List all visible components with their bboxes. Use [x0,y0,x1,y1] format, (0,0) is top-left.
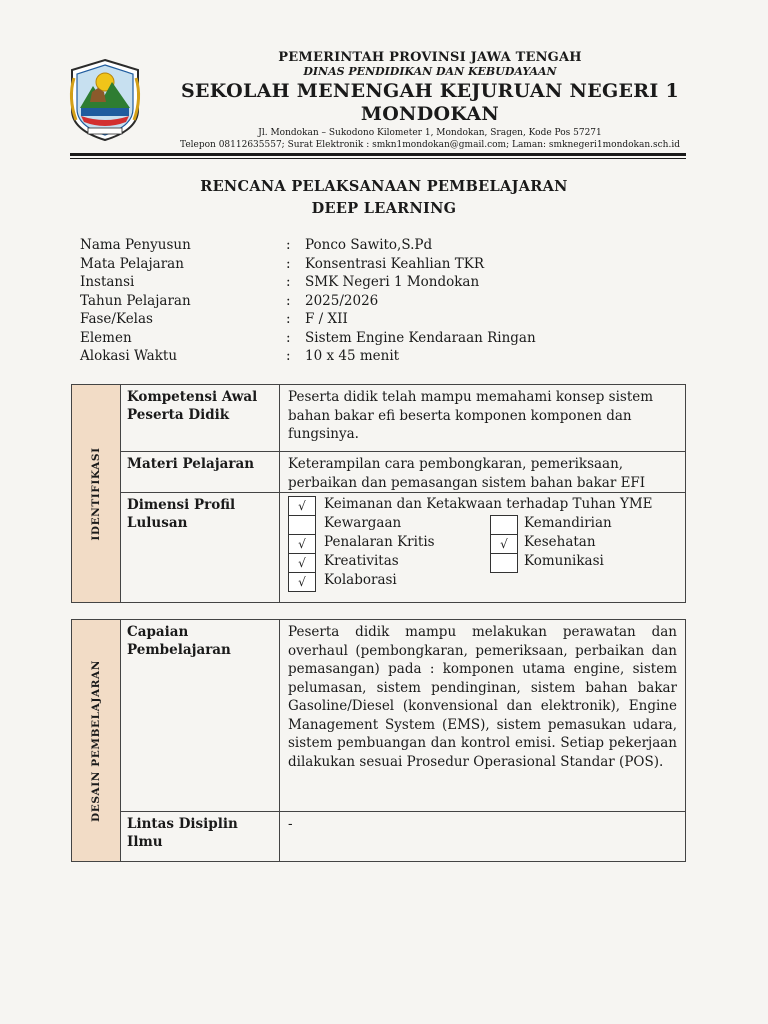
identifikasi-side [72,385,121,603]
materi-value: Keterampilan cara pembongkaran, pemeriksaan, perbaikan dan pemasangan sistem bahan bakar EFI [280,452,686,493]
info-value: Sistem Engine Kendaraan Ringan [305,329,536,346]
info-separator: : [286,237,291,253]
info-separator: : [286,348,291,364]
materi-label: Materi Pelajaran [121,452,280,493]
desain-side [72,620,121,862]
checkbox: √ [288,496,316,516]
dimensi-checklist [288,496,677,596]
letterhead-government: PEMERINTAH PROVINSI JAWA TENGAH [278,50,582,65]
checkbox: √ [288,553,316,573]
checkbox-label: Kesehatan [524,534,596,550]
checkbox-label: Kreativitas [324,553,399,569]
capaian-label: Capaian Pembelajaran [121,620,280,812]
kompetensi-value: Peserta didik telah mampu memahami konsep sistem bahan bakar efi beserta komponen komponen dan fungsinya. [280,385,686,452]
info-separator: : [286,255,291,272]
letterhead-rule-thick [70,153,686,156]
checkbox-label: Kewargaan [324,515,402,531]
info-value: Ponco Sawito,S.Pd [305,237,433,253]
letterhead-address: Jl. Mondokan – Sukodono Kilometer 1, Mondokan, Sragen, Kode Pos 57271 [258,128,602,138]
checkbox-label: Penalaran Kritis [324,534,435,550]
capaian-value: Peserta didik mampu melakukan perawatan dan overhaul (pembongkaran, pemeriksaan, perbaikan dan pemasangan) pada : komponen utama engine, sistem pelumasan, sistem pendinginan, sistem bahan bakar Gasoline/Diesel (konvensional dan elektronik), Engine Management System (EMS), sistem pemasukan udara, sistem pembuangan dan kontrol emisi. Setiap pekerjaan dilakukan sesuai Prosedur Operasional Standar (POS). [280,620,686,812]
info-separator: : [286,311,291,327]
identifikasi-side-label: IDENTIFIKASI [90,446,102,541]
dimensi-cell [280,493,686,603]
letterhead-location: MONDOKAN [360,103,500,125]
letterhead-school: SEKOLAH MENENGAH KEJURUAN NEGERI 1 [180,80,679,102]
info-value: 10 x 45 menit [305,348,400,364]
title-line-2: DEEP LEARNING [311,200,457,217]
checkbox-label: Kolaborasi [324,572,397,588]
identifikasi-table [71,384,686,603]
checkbox [288,515,316,535]
title-line-1: RENCANA PELAKSANAAN PEMBELAJARAN [200,178,568,195]
checkbox-label: Keimanan dan Ketakwaan terhadap Tuhan YME [324,496,653,512]
checkbox [490,553,518,573]
checkbox: √ [288,572,316,592]
lintas-label: Lintas Disiplin Ilmu [121,812,280,862]
info-separator: : [286,292,291,309]
letterhead [150,50,710,151]
info-value: SMK Negeri 1 Mondokan [305,274,480,290]
info-value: 2025/2026 [305,292,379,309]
info-label: Mata Pelajaran [80,255,184,272]
checkbox-label: Komunikasi [524,553,604,569]
info-label: Nama Penyusun [80,237,191,253]
info-label: Fase/Kelas [80,311,153,327]
checkbox: √ [490,534,518,554]
letterhead-rule-thin [70,158,686,159]
desain-side-label: DESAIN PEMBELAJARAN [90,659,102,822]
checkbox-label: Kemandirian [524,515,612,531]
checkbox [490,515,518,535]
letterhead-contact: Telepon 08112635557; Surat Elektronik : smkn1mondokan@gmail.com; Laman: smknegeri1mondokan.sch.id [180,140,680,150]
info-value: F / XII [305,311,348,327]
info-label: Elemen [80,329,132,346]
info-separator: : [286,274,291,290]
info-label: Tahun Pelajaran [80,292,191,309]
document-title [0,176,768,220]
provincial-emblem-logo [66,58,144,142]
checkbox: √ [288,534,316,554]
dimensi-label: Dimensi Profil Lulusan [121,493,280,603]
lintas-value: - [280,812,686,862]
info-separator: : [286,329,291,346]
info-label: Instansi [80,274,135,290]
info-label: Alokasi Waktu [80,348,178,364]
letterhead-agency: DINAS PENDIDIKAN DAN KEBUDAYAAN [303,65,557,78]
desain-table [71,619,686,862]
kompetensi-label: Kompetensi Awal Peserta Didik [121,385,280,452]
info-value: Konsentrasi Keahlian TKR [305,255,485,272]
